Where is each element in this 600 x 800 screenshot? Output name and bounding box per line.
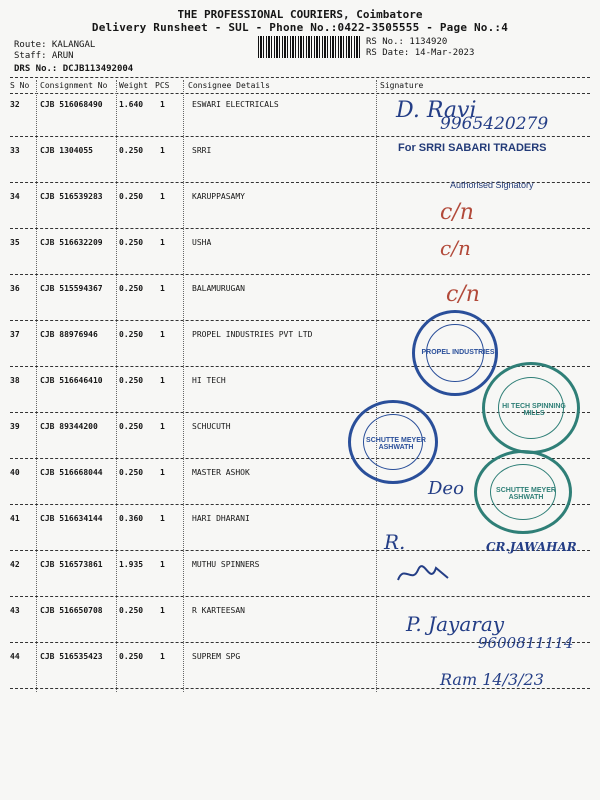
stamp-33-company: For SRRI SABARI TRADERS <box>398 142 547 154</box>
cell-consignee: KARUPPASAMY <box>192 192 245 201</box>
signature-32-name: D. Ravi <box>396 98 477 123</box>
cell-weight: 1.640 <box>119 100 144 109</box>
cell-cons: CJB 516632209 <box>40 238 103 247</box>
rs-date: RS Date: 14-Mar-2023 <box>366 48 475 58</box>
header-rule-top <box>10 77 590 78</box>
barcode <box>258 36 360 58</box>
cell-cons: CJB 516068490 <box>40 100 103 109</box>
signature-44: Ram 14/3/23 <box>440 670 544 689</box>
cell-consignee: BALAMURUGAN <box>192 284 245 293</box>
drs-number: DRS No.: DCJB113492004 <box>14 64 134 74</box>
signature-40: Deo <box>428 478 464 499</box>
seal-37-text: PROPEL INDUSTRIES <box>421 349 495 356</box>
runsheet-title: Delivery Runsheet - SUL - Phone No.:0422-3505555 - Page No.:4 <box>91 21 509 34</box>
cell-weight: 0.250 <box>119 376 144 385</box>
cell-sno: 44 <box>10 652 20 661</box>
cell-consignee: SCHUCUTH <box>192 422 231 431</box>
cell-pcs: 1 <box>160 238 165 247</box>
cell-weight: 0.360 <box>119 514 144 523</box>
column-header-signature: Signature <box>380 81 424 90</box>
cell-consignee: MASTER ASHOK <box>192 468 250 477</box>
signature-32-phone: 9965420279 <box>440 114 549 134</box>
cell-weight: 0.250 <box>119 468 144 477</box>
seal-39 <box>348 400 438 484</box>
staff-label: Staff: ARUN <box>14 51 74 61</box>
cell-pcs: 1 <box>160 376 165 385</box>
column-header-sno: S No <box>10 81 30 90</box>
cell-weight: 1.935 <box>119 560 144 569</box>
rs-number: RS No.: 1134920 <box>366 37 448 47</box>
cell-pcs: 1 <box>160 284 165 293</box>
cell-consignee: SRRI <box>192 146 212 155</box>
cell-weight: 0.250 <box>119 238 144 247</box>
cell-pcs: 1 <box>160 652 165 661</box>
cell-weight: 0.250 <box>119 652 144 661</box>
column-divider <box>116 80 117 692</box>
cell-sno: 35 <box>10 238 20 247</box>
row-separator <box>10 228 590 229</box>
cell-cons: CJB 515594367 <box>40 284 103 293</box>
cell-sno: 38 <box>10 376 20 385</box>
seal-39-text: SCHUTTE MEYER ASHWATH <box>366 437 426 451</box>
cell-pcs: 1 <box>160 330 165 339</box>
cell-sno: 36 <box>10 284 20 293</box>
row-separator <box>10 320 590 321</box>
cell-cons: CJB 89344200 <box>40 422 98 431</box>
cell-weight: 0.250 <box>119 284 144 293</box>
header-rule-bottom <box>10 93 590 94</box>
row-separator <box>10 274 590 275</box>
signature-43-phone: 9600811114 <box>478 634 574 652</box>
seal-40 <box>474 450 572 534</box>
cell-cons: CJB 88976946 <box>40 330 98 339</box>
cell-consignee: SUPREM SPG <box>192 652 241 661</box>
cell-consignee: USHA <box>192 238 212 247</box>
cell-sno: 33 <box>10 146 20 155</box>
cell-sno: 39 <box>10 422 20 431</box>
cell-sno: 32 <box>10 100 20 109</box>
row-separator <box>10 366 590 367</box>
cell-weight: 0.250 <box>119 192 144 201</box>
cell-consignee: PROPEL INDUSTRIES PVT LTD <box>192 330 313 339</box>
cell-pcs: 1 <box>160 606 165 615</box>
cell-sno: 43 <box>10 606 20 615</box>
row-separator <box>10 596 590 597</box>
cell-pcs: 1 <box>160 560 165 569</box>
cell-weight: 0.250 <box>119 330 144 339</box>
cell-pcs: 1 <box>160 100 165 109</box>
company-title: THE PROFESSIONAL COURIERS, Coimbatore <box>177 8 423 21</box>
cell-sno: 34 <box>10 192 20 201</box>
seal-38 <box>482 362 580 454</box>
cell-cons: CJB 516535423 <box>40 652 103 661</box>
cell-pcs: 1 <box>160 192 165 201</box>
column-divider <box>36 80 37 692</box>
signature-41-initial: R. <box>384 530 406 554</box>
row-separator <box>10 136 590 137</box>
signature-36: c/n <box>446 282 480 307</box>
cell-consignee: ESWARI ELECTRICALS <box>192 100 279 109</box>
seal-37 <box>412 310 498 396</box>
cell-pcs: 1 <box>160 468 165 477</box>
cell-cons: CJB 516646410 <box>40 376 103 385</box>
cell-weight: 0.250 <box>119 146 144 155</box>
cell-consignee: HI TECH <box>192 376 226 385</box>
signature-35: c/n <box>440 236 471 260</box>
cell-consignee: MUTHU SPINNERS <box>192 560 260 569</box>
cell-cons: CJB 516539283 <box>40 192 103 201</box>
cell-cons: CJB 516650708 <box>40 606 103 615</box>
signature-34: c/n <box>440 200 474 225</box>
seal-40-text: SCHUTTE MEYER ASHWATH <box>496 487 556 501</box>
cell-consignee: HARI DHARANI <box>192 514 250 523</box>
column-header-consignment: Consignment No <box>40 81 108 90</box>
stamp-33-signatory: Authorised Signatory <box>450 180 534 190</box>
cell-cons: CJB 516668044 <box>40 468 103 477</box>
cell-consignee: R KARTEESAN <box>192 606 245 615</box>
column-divider <box>376 80 377 692</box>
cell-cons: CJB 516634144 <box>40 514 103 523</box>
cell-weight: 0.250 <box>119 606 144 615</box>
cell-sno: 41 <box>10 514 20 523</box>
column-divider <box>183 80 184 692</box>
signature-42-mark <box>394 560 454 588</box>
cell-sno: 40 <box>10 468 20 477</box>
signature-43-name: P. Jayaray <box>406 612 505 636</box>
seal-38-text: HI TECH SPINNING MILLS <box>502 403 566 417</box>
column-header-consignee: Consignee Details <box>188 81 270 90</box>
cell-sno: 42 <box>10 560 20 569</box>
cell-pcs: 1 <box>160 514 165 523</box>
cell-pcs: 1 <box>160 422 165 431</box>
column-header-pcs: PCS <box>155 81 170 90</box>
signature-41-name: CR.JAWAHAR <box>486 540 577 554</box>
column-header-weight: Weight <box>119 81 148 90</box>
cell-pcs: 1 <box>160 146 165 155</box>
cell-cons: CJB 1304055 <box>40 146 93 155</box>
cell-sno: 37 <box>10 330 20 339</box>
route-label: Route: KALANGAL <box>14 40 96 50</box>
cell-weight: 0.250 <box>119 422 144 431</box>
cell-cons: CJB 516573861 <box>40 560 103 569</box>
